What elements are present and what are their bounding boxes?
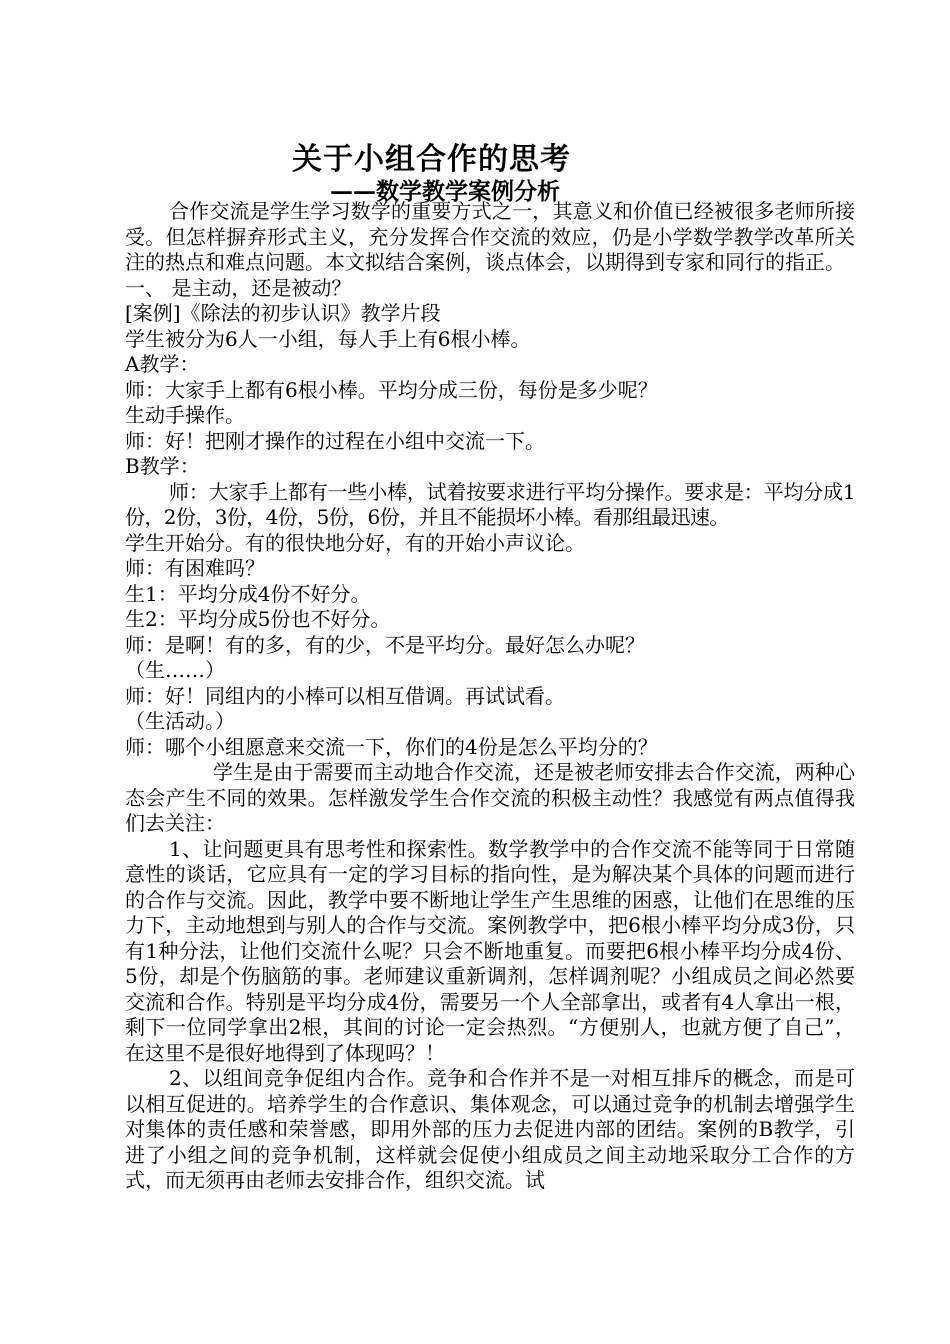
point-one-paragraph: 1、让问题更具有思考性和探索性。数学教学中的合作交流不能等同于日常随意性的谈话，它应具有一定的学习目标的指向性，是为解决某个具体的问题而进行的合作与交流。因此，教学中要不断地让学生产生思维的困惑，让他们在思维的压力下，主动地想到与别人的合作与交流。案例教学中，把6根小棒平均分成3份，只有1种分法，让他们交流什么呢？只会不断地重复。而要把6根小棒平均分成4份、5份，却是个伤脑筋的事。老师建议重新调剂，怎样调剂呢？小组成员之间必然要交流和合作。特别是平均分成4份，需要另一个人全部拿出，或者有4人拿出一根，剩下一位同学拿出2根，其间的讨论一定会热烈。“方便别人，也就方便了自己”，在这里不是很好地得到了体现吗？！ <box>125 836 855 1065</box>
dialogue-line: （生活动。） <box>125 709 235 733</box>
document-body <box>125 199 855 1194</box>
dialogue-line: 师：好！同组内的小棒可以相互借调。再试试看。 <box>125 683 565 708</box>
document-title: 关于小组合作的思考 <box>292 142 571 177</box>
dialogue-line: 师：大家手上都有6根小棒。平均分成三份，每份是多少呢？ <box>125 377 658 402</box>
dialogue-line: 师：有困难吗？ <box>125 556 265 580</box>
section-heading: 一、 是主动，还是被动？ <box>125 275 352 300</box>
intro-paragraph: 合作交流是学生学习数学的重要方式之一，其意义和价值已经被很多老师所接受。但怎样摒弃形式主义，充分发挥合作交流的效应，仍是小学数学教学改革所关注的热点和难点问题。本文拟结合案例，谈点体会，以期得到专家和同行的指正。 <box>125 199 855 274</box>
case-title: [案例]《除法的初步认识》教学片段 <box>125 301 441 325</box>
dialogue-line: 师：哪个小组愿意来交流一下，你们的4份是怎么平均分的？ <box>125 734 658 759</box>
document-subtitle: ——数学教学案例分析 <box>330 178 560 205</box>
dialogue-line: 生1：平均分成4份不好分。 <box>125 581 371 606</box>
case-setup: 学生被分为6人一小组，每人手上有6根小棒。 <box>125 326 531 351</box>
teaching-a-label: A教学： <box>125 352 200 376</box>
dialogue-line: 学生开始分。有的很快地分好，有的开始小声议论。 <box>125 530 585 555</box>
teaching-b-label: B教学： <box>125 454 200 478</box>
dialogue-line: 师：好！把刚才操作的过程在小组中交流一下。 <box>125 428 545 453</box>
dialogue-line: 生动手操作。 <box>125 403 245 427</box>
dialogue-line: （生……） <box>125 658 225 682</box>
dialogue-line: 师：是啊！有的多，有的少，不是平均分。最好怎么办呢？ <box>125 632 645 657</box>
analysis-paragraph: 学生是由于需要而主动地合作交流，还是被老师安排去合作交流，两种心态会产生不同的效果。怎样激发学生合作交流的积极主动性？我感觉有两点值得我们去关注： <box>125 760 855 835</box>
point-two-paragraph: 2、以组间竞争促组内合作。竞争和合作并不是一对相互排斥的概念，而是可以相互促进的。培养学生的合作意识、集体观念，可以通过竞争的机制去增强学生对集体的责任感和荣誉感，即用外部的压力去促进内部的团结。案例的B教学，引进了小组之间的竞争机制，这样就会促使小组成员之间主动地采取分工合作的方式，而无须再由老师去安排合作，组织交流。试 <box>125 1066 855 1192</box>
dialogue-paragraph: 师：大家手上都有一些小棒，试着按要求进行平均分操作。要求是：平均分成1份，2份，3份，4份，5份，6份，并且不能损坏小棒。看那组最迅速。 <box>125 479 855 529</box>
dialogue-line: 生2：平均分成5份也不好分。 <box>125 607 391 631</box>
